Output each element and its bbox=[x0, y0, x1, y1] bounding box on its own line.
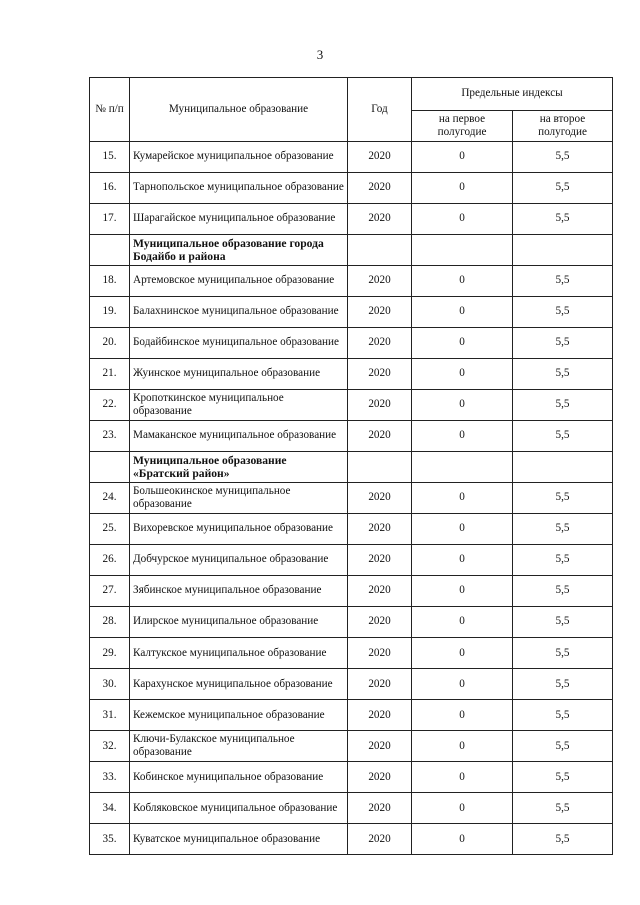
row-year: 2020 bbox=[348, 638, 412, 669]
table-row bbox=[90, 204, 613, 235]
row-number: 34. bbox=[90, 793, 130, 824]
row-number: 27. bbox=[90, 576, 130, 607]
row-name: Вихоревское муниципальное образование bbox=[130, 514, 348, 545]
row-first-half: 0 bbox=[412, 359, 513, 390]
header-second-half: на второе полугодие bbox=[513, 111, 613, 142]
row-year: 2020 bbox=[348, 297, 412, 328]
row-first-half: 0 bbox=[412, 328, 513, 359]
row-first-half: 0 bbox=[412, 421, 513, 452]
row-second-half: 5,5 bbox=[513, 328, 613, 359]
row-number: 33. bbox=[90, 762, 130, 793]
row-name: Кежемское муниципальное образование bbox=[130, 700, 348, 731]
row-year: 2020 bbox=[348, 328, 412, 359]
table-row bbox=[90, 514, 613, 545]
row-first-half: 0 bbox=[412, 142, 513, 173]
row-name: Кобляковское муниципальное образование bbox=[130, 793, 348, 824]
row-second-half: 5,5 bbox=[513, 731, 613, 762]
row-name: Артемовское муниципальное образование bbox=[130, 266, 348, 297]
row-number: 18. bbox=[90, 266, 130, 297]
row-first-half bbox=[412, 452, 513, 483]
row-second-half: 5,5 bbox=[513, 824, 613, 855]
table-row bbox=[90, 328, 613, 359]
table-row bbox=[90, 390, 613, 421]
row-first-half: 0 bbox=[412, 576, 513, 607]
row-second-half: 5,5 bbox=[513, 266, 613, 297]
row-year: 2020 bbox=[348, 483, 412, 514]
row-year: 2020 bbox=[348, 204, 412, 235]
row-first-half: 0 bbox=[412, 607, 513, 638]
row-number: 23. bbox=[90, 421, 130, 452]
table-row bbox=[90, 483, 613, 514]
row-second-half: 5,5 bbox=[513, 359, 613, 390]
row-second-half: 5,5 bbox=[513, 421, 613, 452]
row-name: Жуинское муниципальное образование bbox=[130, 359, 348, 390]
row-second-half: 5,5 bbox=[513, 545, 613, 576]
row-first-half: 0 bbox=[412, 824, 513, 855]
row-name: Мамаканское муниципальное образование bbox=[130, 421, 348, 452]
row-first-half: 0 bbox=[412, 390, 513, 421]
row-year: 2020 bbox=[348, 731, 412, 762]
section-row bbox=[90, 235, 613, 266]
row-second-half: 5,5 bbox=[513, 638, 613, 669]
table-row bbox=[90, 793, 613, 824]
row-first-half: 0 bbox=[412, 669, 513, 700]
row-name: Муниципальное образование города Бодайбо и района bbox=[130, 235, 348, 266]
row-first-half: 0 bbox=[412, 545, 513, 576]
row-first-half: 0 bbox=[412, 266, 513, 297]
row-name: Кропоткинское муниципальное образование bbox=[130, 390, 348, 421]
row-year: 2020 bbox=[348, 545, 412, 576]
table-header bbox=[90, 78, 613, 142]
row-second-half bbox=[513, 235, 613, 266]
row-second-half: 5,5 bbox=[513, 514, 613, 545]
row-second-half: 5,5 bbox=[513, 390, 613, 421]
table-row bbox=[90, 297, 613, 328]
row-number: 21. bbox=[90, 359, 130, 390]
row-second-half: 5,5 bbox=[513, 483, 613, 514]
row-name: Шарагайское муниципальное образование bbox=[130, 204, 348, 235]
table-row bbox=[90, 359, 613, 390]
table-row bbox=[90, 638, 613, 669]
row-year: 2020 bbox=[348, 142, 412, 173]
row-year: 2020 bbox=[348, 514, 412, 545]
table-row bbox=[90, 731, 613, 762]
row-first-half bbox=[412, 235, 513, 266]
row-first-half: 0 bbox=[412, 700, 513, 731]
row-year: 2020 bbox=[348, 607, 412, 638]
row-number: 19. bbox=[90, 297, 130, 328]
row-year: 2020 bbox=[348, 669, 412, 700]
table-row bbox=[90, 824, 613, 855]
table-row bbox=[90, 266, 613, 297]
row-number: 30. bbox=[90, 669, 130, 700]
row-second-half: 5,5 bbox=[513, 762, 613, 793]
row-year: 2020 bbox=[348, 762, 412, 793]
row-number: 35. bbox=[90, 824, 130, 855]
indices-table bbox=[89, 77, 613, 855]
row-name: Муниципальное образование «Братский район» bbox=[130, 452, 348, 483]
row-name: Карахунское муниципальное образование bbox=[130, 669, 348, 700]
header-indices: Предельные индексы bbox=[412, 78, 613, 111]
row-number: 26. bbox=[90, 545, 130, 576]
row-number: 17. bbox=[90, 204, 130, 235]
row-first-half: 0 bbox=[412, 204, 513, 235]
row-name: Добчурское муниципальное образование bbox=[130, 545, 348, 576]
row-first-half: 0 bbox=[412, 483, 513, 514]
row-second-half: 5,5 bbox=[513, 607, 613, 638]
row-name: Большеокинское муниципальное образование bbox=[130, 483, 348, 514]
row-second-half: 5,5 bbox=[513, 576, 613, 607]
table-row bbox=[90, 700, 613, 731]
row-name: Куватское муниципальное образование bbox=[130, 824, 348, 855]
row-number: 25. bbox=[90, 514, 130, 545]
row-number: 16. bbox=[90, 173, 130, 204]
row-number: 29. bbox=[90, 638, 130, 669]
header-first-half: на первое полугодие bbox=[412, 111, 513, 142]
row-year bbox=[348, 452, 412, 483]
row-number: 24. bbox=[90, 483, 130, 514]
row-name: Кобинское муниципальное образование bbox=[130, 762, 348, 793]
row-number: 28. bbox=[90, 607, 130, 638]
row-number: 15. bbox=[90, 142, 130, 173]
table-row bbox=[90, 173, 613, 204]
row-year: 2020 bbox=[348, 700, 412, 731]
table-row bbox=[90, 421, 613, 452]
row-year: 2020 bbox=[348, 359, 412, 390]
table-row bbox=[90, 607, 613, 638]
row-second-half: 5,5 bbox=[513, 297, 613, 328]
row-first-half: 0 bbox=[412, 731, 513, 762]
section-row bbox=[90, 452, 613, 483]
row-name: Кумарейское муниципальное образование bbox=[130, 142, 348, 173]
row-number bbox=[90, 452, 130, 483]
row-number: 31. bbox=[90, 700, 130, 731]
row-name: Калтукское муниципальное образование bbox=[130, 638, 348, 669]
row-year: 2020 bbox=[348, 266, 412, 297]
row-name: Ключи-Булакское муниципальное образование bbox=[130, 731, 348, 762]
table-row bbox=[90, 545, 613, 576]
row-year: 2020 bbox=[348, 576, 412, 607]
header-name: Муниципальное образование bbox=[130, 78, 348, 142]
row-number: 32. bbox=[90, 731, 130, 762]
row-second-half bbox=[513, 452, 613, 483]
row-year: 2020 bbox=[348, 421, 412, 452]
row-second-half: 5,5 bbox=[513, 700, 613, 731]
row-second-half: 5,5 bbox=[513, 793, 613, 824]
row-year: 2020 bbox=[348, 793, 412, 824]
row-year bbox=[348, 235, 412, 266]
row-number: 20. bbox=[90, 328, 130, 359]
row-number bbox=[90, 235, 130, 266]
header-year: Год bbox=[348, 78, 412, 142]
row-first-half: 0 bbox=[412, 793, 513, 824]
row-second-half: 5,5 bbox=[513, 669, 613, 700]
row-second-half: 5,5 bbox=[513, 204, 613, 235]
table-body bbox=[90, 142, 613, 855]
row-name: Тарнопольское муниципальное образование bbox=[130, 173, 348, 204]
table-row bbox=[90, 762, 613, 793]
row-year: 2020 bbox=[348, 173, 412, 204]
row-name: Илирское муниципальное образование bbox=[130, 607, 348, 638]
row-first-half: 0 bbox=[412, 514, 513, 545]
row-year: 2020 bbox=[348, 824, 412, 855]
header-num: № п/п bbox=[90, 78, 130, 142]
row-year: 2020 bbox=[348, 390, 412, 421]
row-first-half: 0 bbox=[412, 173, 513, 204]
row-second-half: 5,5 bbox=[513, 142, 613, 173]
row-name: Бодайбинское муниципальное образование bbox=[130, 328, 348, 359]
table-row bbox=[90, 142, 613, 173]
table-row bbox=[90, 576, 613, 607]
row-first-half: 0 bbox=[412, 638, 513, 669]
row-name: Балахнинское муниципальное образование bbox=[130, 297, 348, 328]
page-number: 3 bbox=[316, 47, 324, 62]
row-first-half: 0 bbox=[412, 762, 513, 793]
row-first-half: 0 bbox=[412, 297, 513, 328]
row-name: Зябинское муниципальное образование bbox=[130, 576, 348, 607]
table-row bbox=[90, 669, 613, 700]
row-second-half: 5,5 bbox=[513, 173, 613, 204]
row-number: 22. bbox=[90, 390, 130, 421]
